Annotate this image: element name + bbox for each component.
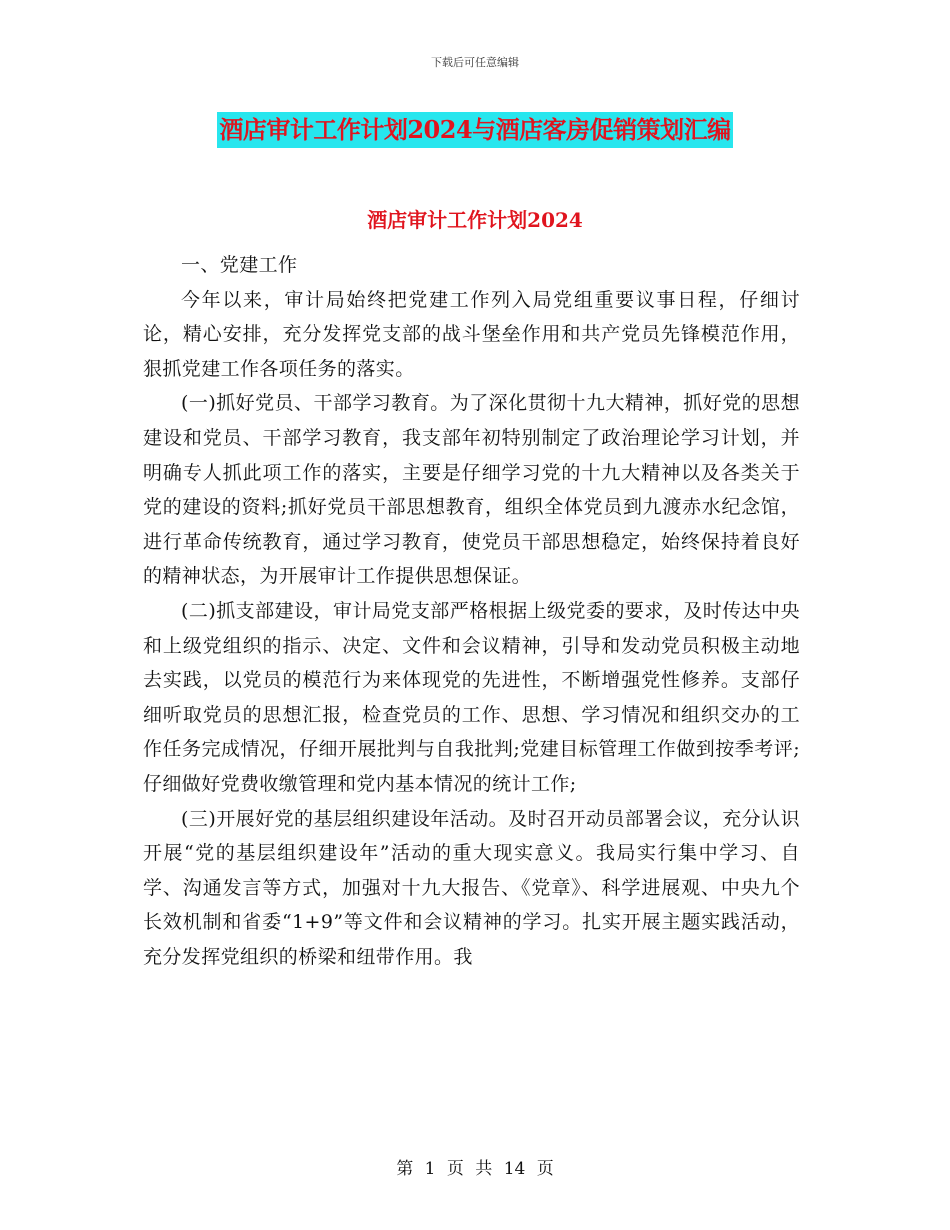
page-header-note: 下载后可任意编辑 — [431, 56, 519, 69]
paragraph: (一)抓好党员、干部学习教育。为了深化贯彻十九大精神，抓好党的思想建设和党员、干部学习教育，我支部年初特别制定了政治理论学习计划，并明确专人抓此项工作的落实，主要是仔细学习党的十九大精神以及各类关于党的建设的资料;抓好党员干部思想教育，组织全体党员到九渡赤水纪念馆，进行革命传统教育，通过学习教育，使党员干部思想稳定，始终保持着良好的精神状态，为开展审计工作提供思想保证。 — [143, 392, 800, 588]
main-title-container — [0, 112, 950, 148]
paragraph: 今年以来，审计局始终把党建工作列入局党组重要议事日程，仔细讨论，精心安排，充分发挥党支部的战斗堡垒作用和共产党员先锋模范作用，狠抓党建工作各项任务的落实。 — [143, 288, 800, 380]
section-title: 酒店审计工作计划2024 — [367, 208, 583, 232]
main-title: 酒店审计工作计划2024与酒店客房促销策划汇编 — [217, 112, 732, 148]
page-number-footer: 第 1 页 共 14 页 — [396, 1159, 554, 1179]
paragraph: (二)抓支部建设，审计局党支部严格根据上级党委的要求，及时传达中央和上级党组织的指示、决定、文件和会议精神，引导和发动党员积极主动地去实践，以党员的模范行为来体现党的先进性，不断增强党性修养。支部仔细听取党员的思想汇报，检查党员的工作、思想、学习情况和组织交办的工作任务完成情况，仔细开展批判与自我批判;党建目标管理工作做到按季考评;仔细做好党费收缴管理和党内基本情况的统计工作; — [143, 599, 800, 795]
paragraph-heading: 一、党建工作 — [181, 254, 298, 276]
paragraph: (三)开展好党的基层组织建设年活动。及时召开动员部署会议，充分认识开展“党的基层组织建设年”活动的重大现实意义。我局实行集中学习、自学、沟通发言等方式，加强对十九大报告、《党章》、科学进展观、中央九个长效机制和省委“1+9”等文件和会议精神的学习。扎实开展主题实践活动，充分发挥党组织的桥梁和纽带作用。我 — [143, 807, 800, 968]
document-body — [143, 248, 800, 974]
